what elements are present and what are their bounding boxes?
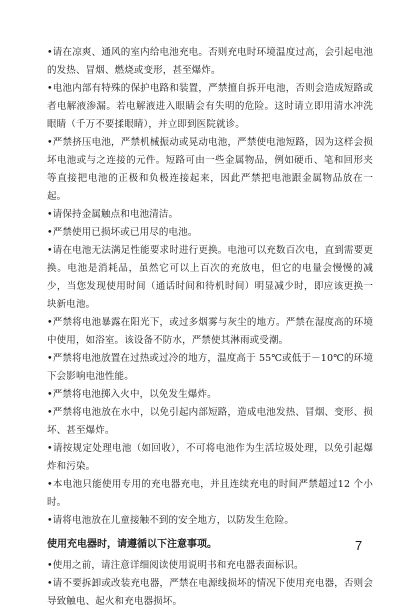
paragraph: •请在电池无法满足性能要求时进行更换。电池可以充数百次电，直到需要更换。电池是消耗品，虽然它可以上百次的充放电，但它的电量会慢慢的减少，当您发现使用时间（通话时间和待机时间）明显减少时，即应该更换一块新电池。 xyxy=(47,245,373,310)
paragraph: •严禁将电池掷入火中，以免发生爆炸。 xyxy=(47,389,217,400)
paragraph: •严禁将电池放置在过热或过冷的地方，温度高于 55℃或低于－10℃的环境下会影响电池性能。 xyxy=(47,353,373,382)
section-heading: 使用充电器时，请遵循以下注意事项。 xyxy=(47,539,217,550)
paragraph: •请保持金属触点和电池清洁。 xyxy=(47,209,179,220)
paragraph: •使用之前，请注意详细阅读使用说明书和充电器表面标识。 xyxy=(47,560,304,571)
paragraph: •严禁将电池暴露在阳光下，或过多烟雾与灰尘的地方。严禁在湿度高的环境中使用，如浴室。该设备不防水，严禁使其淋雨或受潮。 xyxy=(47,317,373,346)
paragraph: •电池内部有特殊的保护电路和装置，严禁擅自拆开电池，否则会造成短路或者电解液渗漏。若电解液进入眼睛会有失明的危险。这时请立即用清水冲洗眼睛（千万不要揉眼睛），并立即到医院就诊。 xyxy=(47,83,373,130)
page-content xyxy=(47,44,373,611)
paragraph: •严禁挤压电池，严禁机械振动或晃动电池，严禁使电池短路，因为这样会损坏电池或与之连接的元件。短路可由一些金属物品，例如硬币、笔和回形夹等直接把电池的正极和负极连接起来，因此严禁把电池跟金属物品放在一起。 xyxy=(47,137,373,202)
paragraph: •本电池只能使用专用的充电器充电，并且连续充电的时间严禁超过12 个小时。 xyxy=(47,479,373,508)
paragraph: •请将电池放在儿童接触不到的安全地方，以防发生危险。 xyxy=(47,515,295,526)
paragraph: •严禁使用已损坏或已用尽的电池。 xyxy=(47,227,198,238)
paragraph: •请按规定处理电池（如回收），不可将电池作为生活垃圾处理，以免引起爆炸和污染。 xyxy=(47,443,373,472)
page-number: 7 xyxy=(355,538,363,553)
paragraph: •请不要拆卸或改装充电器，严禁在电源线损坏的情况下使用充电器，否则会导致触电、起火和充电器损坏。 xyxy=(47,578,373,607)
paragraph: •严禁将电池放在水中，以免引起内部短路，造成电池发热、冒烟、变形、损坏、甚至爆炸。 xyxy=(47,407,373,436)
paragraph: •请在凉爽、通风的室内给电池充电。否则充电时环境温度过高，会引起电池的发热、冒烟、燃烧或变形，甚至爆炸。 xyxy=(47,47,373,76)
